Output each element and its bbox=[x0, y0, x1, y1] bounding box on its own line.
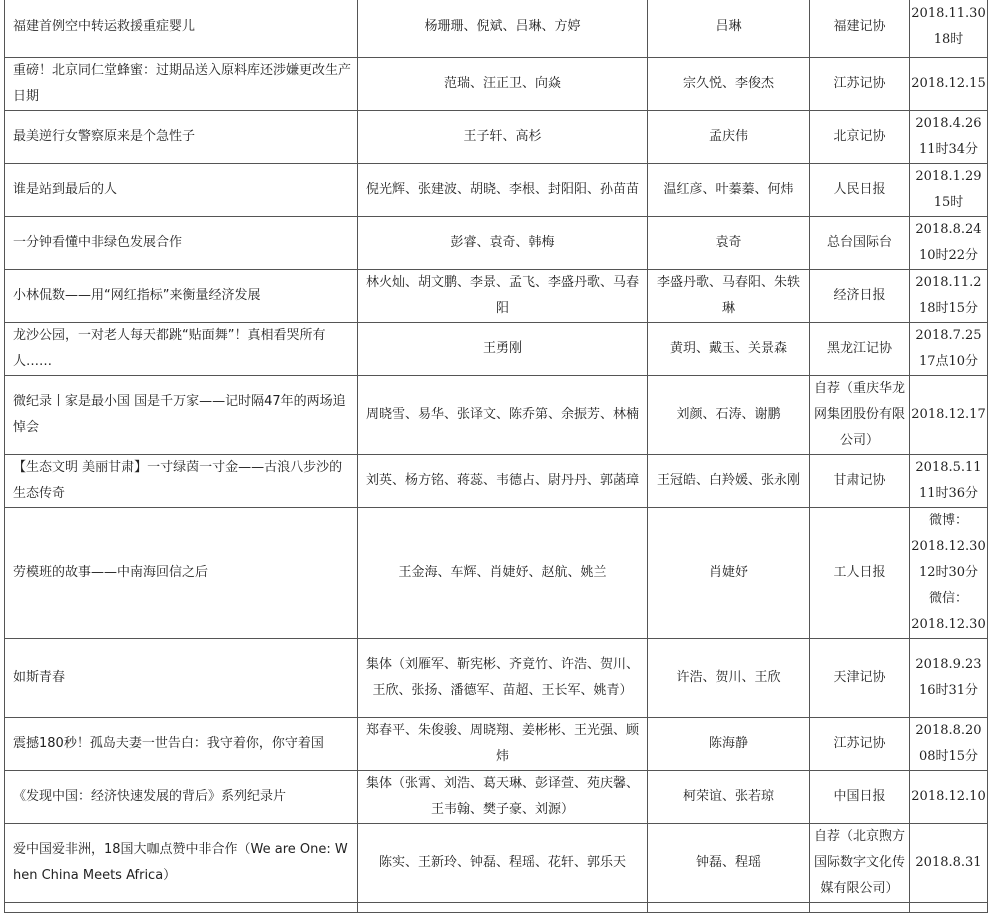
work-title: 最美逆行女警察原来是个急性子 bbox=[5, 111, 358, 164]
table-row bbox=[5, 771, 988, 824]
work-editors: 黄玥、戴玉、关景森 bbox=[648, 323, 810, 376]
work-time: 微博： 2018.12.30 12时30分 微信： 2018.12.30 bbox=[910, 508, 988, 639]
works-table bbox=[4, 0, 988, 913]
table-row bbox=[5, 824, 988, 903]
table-row bbox=[5, 111, 988, 164]
work-time: 2018.12.17 bbox=[910, 376, 988, 455]
work-unit: 经济日报 bbox=[810, 270, 910, 323]
work-title: 小林侃数——用“网红指标”来衡量经济发展 bbox=[5, 270, 358, 323]
work-editors: 吕琳 bbox=[648, 0, 810, 58]
work-authors: 刘英、杨方铭、蒋蕊、韦德占、尉丹丹、郭菡璋 bbox=[358, 455, 648, 508]
work-time: 2018.1.29 15时 bbox=[910, 164, 988, 217]
work-authors: 倪光辉、张建波、胡晓、李根、封阳阳、孙苗苗 bbox=[358, 164, 648, 217]
work-title: 龙沙公园，一对老人每天都跳“贴面舞”！真相看哭所有人…… bbox=[5, 323, 358, 376]
work-time: 2018.4.26 11时34分 bbox=[910, 111, 988, 164]
empty-cell bbox=[810, 903, 910, 913]
work-authors: 周晓雪、易华、张译文、陈乔第、余振芳、林楠 bbox=[358, 376, 648, 455]
work-title: 谁是站到最后的人 bbox=[5, 164, 358, 217]
work-editors: 袁奇 bbox=[648, 217, 810, 270]
work-editors: 许浩、贺川、王欣 bbox=[648, 639, 810, 718]
work-time: 2018.12.10 bbox=[910, 771, 988, 824]
work-authors: 王勇刚 bbox=[358, 323, 648, 376]
work-editors: 肖婕妤 bbox=[648, 508, 810, 639]
table-row bbox=[5, 164, 988, 217]
work-unit: 总台国际台 bbox=[810, 217, 910, 270]
work-unit: 江苏记协 bbox=[810, 58, 910, 111]
work-unit: 北京记协 bbox=[810, 111, 910, 164]
work-unit: 中国日报 bbox=[810, 771, 910, 824]
work-editors: 柯荣谊、张若琼 bbox=[648, 771, 810, 824]
work-unit: 江苏记协 bbox=[810, 718, 910, 771]
work-unit: 人民日报 bbox=[810, 164, 910, 217]
work-authors: 郑春平、朱俊骏、周晓翔、姜彬彬、王光强、顾炜 bbox=[358, 718, 648, 771]
work-editors: 陈海静 bbox=[648, 718, 810, 771]
work-authors: 范瑞、汪正卫、向焱 bbox=[358, 58, 648, 111]
work-title: 一分钟看懂中非绿色发展合作 bbox=[5, 217, 358, 270]
work-editors: 宗久悦、李俊杰 bbox=[648, 58, 810, 111]
table-row bbox=[5, 508, 988, 639]
work-authors: 集体（刘雁军、靳宪彬、齐竟竹、许浩、贺川、王欣、张扬、潘德军、苗超、王长军、姚青） bbox=[358, 639, 648, 718]
work-title: 爱中国爱非洲，18国大咖点赞中非合作（We are One: When China Meets Africa） bbox=[5, 824, 358, 903]
work-authors: 陈实、王新玲、钟磊、程瑶、花轩、郭乐天 bbox=[358, 824, 648, 903]
table-row bbox=[5, 455, 988, 508]
work-unit: 天津记协 bbox=[810, 639, 910, 718]
work-time: 2018.8.31 bbox=[910, 824, 988, 903]
work-editors: 王冠皓、白羚媛、张永刚 bbox=[648, 455, 810, 508]
work-unit: 甘肃记协 bbox=[810, 455, 910, 508]
work-authors: 集体（张霄、刘浩、葛天琳、彭译萱、苑庆馨、王韦翰、樊子豪、刘源） bbox=[358, 771, 648, 824]
table-row bbox=[5, 323, 988, 376]
work-time: 2018.8.20 08时15分 bbox=[910, 718, 988, 771]
work-time: 2018.7.25 17点10分 bbox=[910, 323, 988, 376]
work-editors: 孟庆伟 bbox=[648, 111, 810, 164]
table-row bbox=[5, 58, 988, 111]
work-editors: 钟磊、程瑶 bbox=[648, 824, 810, 903]
empty-cell bbox=[5, 903, 358, 913]
table-row bbox=[5, 718, 988, 771]
work-time: 2018.5.11 11时36分 bbox=[910, 455, 988, 508]
table-row bbox=[5, 376, 988, 455]
work-time: 2018.8.24 10时22分 bbox=[910, 217, 988, 270]
work-unit: 黑龙江记协 bbox=[810, 323, 910, 376]
work-title: 【生态文明 美丽甘肃】一寸绿茵一寸金——古浪八步沙的生态传奇 bbox=[5, 455, 358, 508]
work-authors: 林火灿、胡文鹏、李景、孟飞、李盛丹歌、马春阳 bbox=[358, 270, 648, 323]
table-row bbox=[5, 270, 988, 323]
work-authors: 杨珊珊、倪斌、吕琳、方婷 bbox=[358, 0, 648, 58]
work-title: 震撼180秒！孤岛夫妻一世告白：我守着你，你守着国 bbox=[5, 718, 358, 771]
work-time: 2018.9.23 16时31分 bbox=[910, 639, 988, 718]
work-authors: 王金海、车辉、肖婕妤、赵航、姚兰 bbox=[358, 508, 648, 639]
work-title: 劳模班的故事——中南海回信之后 bbox=[5, 508, 358, 639]
work-unit: 自荐（北京煦方国际数字文化传媒有限公司） bbox=[810, 824, 910, 903]
work-title: 福建首例空中转运救援重症婴儿 bbox=[5, 0, 358, 58]
work-title: 《发现中国：经济快速发展的背后》系列纪录片 bbox=[5, 771, 358, 824]
table-row bbox=[5, 903, 988, 913]
empty-cell bbox=[648, 903, 810, 913]
work-unit: 工人日报 bbox=[810, 508, 910, 639]
work-editors: 李盛丹歌、马春阳、朱轶琳 bbox=[648, 270, 810, 323]
work-authors: 彭睿、袁奇、韩梅 bbox=[358, 217, 648, 270]
work-title: 如斯青春 bbox=[5, 639, 358, 718]
work-unit: 福建记协 bbox=[810, 0, 910, 58]
work-title: 重磅！北京同仁堂蜂蜜：过期品送入原料库还涉嫌更改生产日期 bbox=[5, 58, 358, 111]
work-time: 2018.12.15 bbox=[910, 58, 988, 111]
work-title: 微纪录丨家是最小国 国是千万家——记时隔47年的两场追悼会 bbox=[5, 376, 358, 455]
empty-cell bbox=[910, 903, 988, 913]
work-editors: 刘颜、石涛、谢鹏 bbox=[648, 376, 810, 455]
empty-cell bbox=[358, 903, 648, 913]
work-time: 2018.11.30 18时 bbox=[910, 0, 988, 58]
table-row bbox=[5, 217, 988, 270]
work-unit: 自荐（重庆华龙网集团股份有限公司） bbox=[810, 376, 910, 455]
work-time: 2018.11.2 18时15分 bbox=[910, 270, 988, 323]
table-row bbox=[5, 0, 988, 58]
work-authors: 王子轩、高杉 bbox=[358, 111, 648, 164]
table-row bbox=[5, 639, 988, 718]
work-editors: 温红彦、叶蓁蓁、何炜 bbox=[648, 164, 810, 217]
